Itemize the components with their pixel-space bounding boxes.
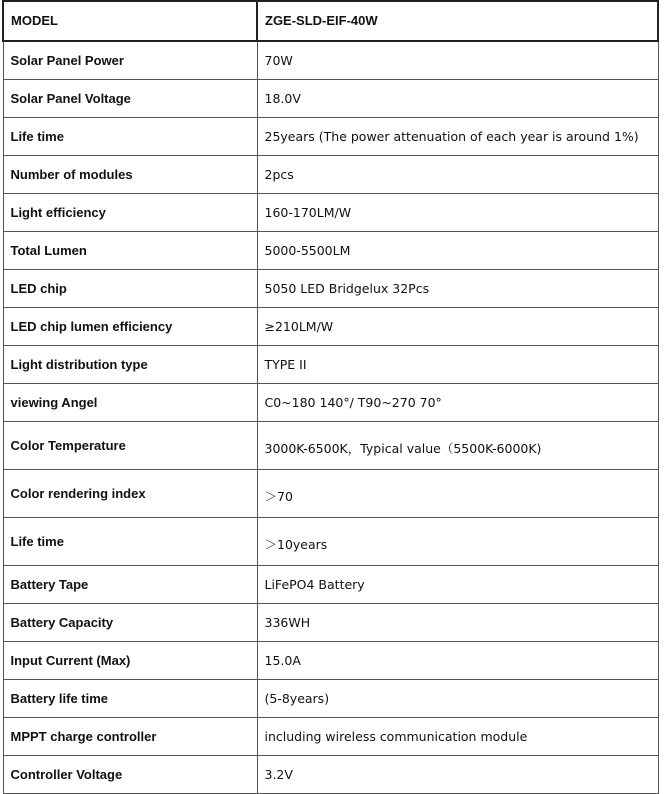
row-value: 5000-5500LM — [257, 232, 658, 270]
table-row — [3, 422, 658, 470]
table-header-row — [3, 1, 658, 41]
row-value: 15.0A — [257, 642, 658, 680]
row-label: Total Lumen — [3, 232, 257, 270]
row-value: C0~180 140°/ T90~270 70° — [257, 384, 658, 422]
row-label: Life time — [3, 518, 257, 566]
table-row — [3, 680, 658, 718]
row-label: Battery life time — [3, 680, 257, 718]
table-row — [3, 346, 658, 384]
row-label: LED chip lumen efficiency — [3, 308, 257, 346]
spec-table — [2, 0, 659, 794]
row-label: Solar Panel Voltage — [3, 80, 257, 118]
row-value: TYPE II — [257, 346, 658, 384]
row-label: Color Temperature — [3, 422, 257, 470]
table-row — [3, 604, 658, 642]
row-value: ＞10years — [257, 518, 658, 566]
table-row — [3, 118, 658, 156]
row-value: 25years (The power attenuation of each year is around 1%) — [257, 118, 658, 156]
row-label: Input Current (Max) — [3, 642, 257, 680]
row-value: ＞70 — [257, 470, 658, 518]
table-row — [3, 470, 658, 518]
table-row — [3, 41, 658, 80]
header-label: MODEL — [3, 1, 257, 41]
row-value: (5-8years) — [257, 680, 658, 718]
table-row — [3, 518, 658, 566]
row-value: 3.2V — [257, 756, 658, 794]
row-label: viewing Angel — [3, 384, 257, 422]
table-row — [3, 194, 658, 232]
row-value: ≥210LM/W — [257, 308, 658, 346]
table-row — [3, 308, 658, 346]
table-row — [3, 80, 658, 118]
row-label: Battery Capacity — [3, 604, 257, 642]
header-value: ZGE-SLD-EIF-40W — [257, 1, 658, 41]
row-label: Life time — [3, 118, 257, 156]
row-label: Light efficiency — [3, 194, 257, 232]
row-value: 18.0V — [257, 80, 658, 118]
row-label: LED chip — [3, 270, 257, 308]
row-value: 3000K-6500K，Typical value（5500K-6000K) — [257, 422, 658, 470]
row-value: 70W — [257, 41, 658, 80]
table-row — [3, 756, 658, 794]
row-value: 336WH — [257, 604, 658, 642]
row-label: Number of modules — [3, 156, 257, 194]
table-row — [3, 642, 658, 680]
table-row — [3, 232, 658, 270]
row-value: LiFePO4 Battery — [257, 566, 658, 604]
table-row — [3, 270, 658, 308]
row-label: Battery Tape — [3, 566, 257, 604]
table-row — [3, 566, 658, 604]
table-row — [3, 156, 658, 194]
table-row — [3, 384, 658, 422]
row-label: Color rendering index — [3, 470, 257, 518]
row-value: 5050 LED Bridgelux 32Pcs — [257, 270, 658, 308]
table-row — [3, 718, 658, 756]
row-value: 160-170LM/W — [257, 194, 658, 232]
row-label: Controller Voltage — [3, 756, 257, 794]
row-value: including wireless communication module — [257, 718, 658, 756]
row-label: MPPT charge controller — [3, 718, 257, 756]
row-label: Light distribution type — [3, 346, 257, 384]
row-label: Solar Panel Power — [3, 41, 257, 80]
row-value: 2pcs — [257, 156, 658, 194]
